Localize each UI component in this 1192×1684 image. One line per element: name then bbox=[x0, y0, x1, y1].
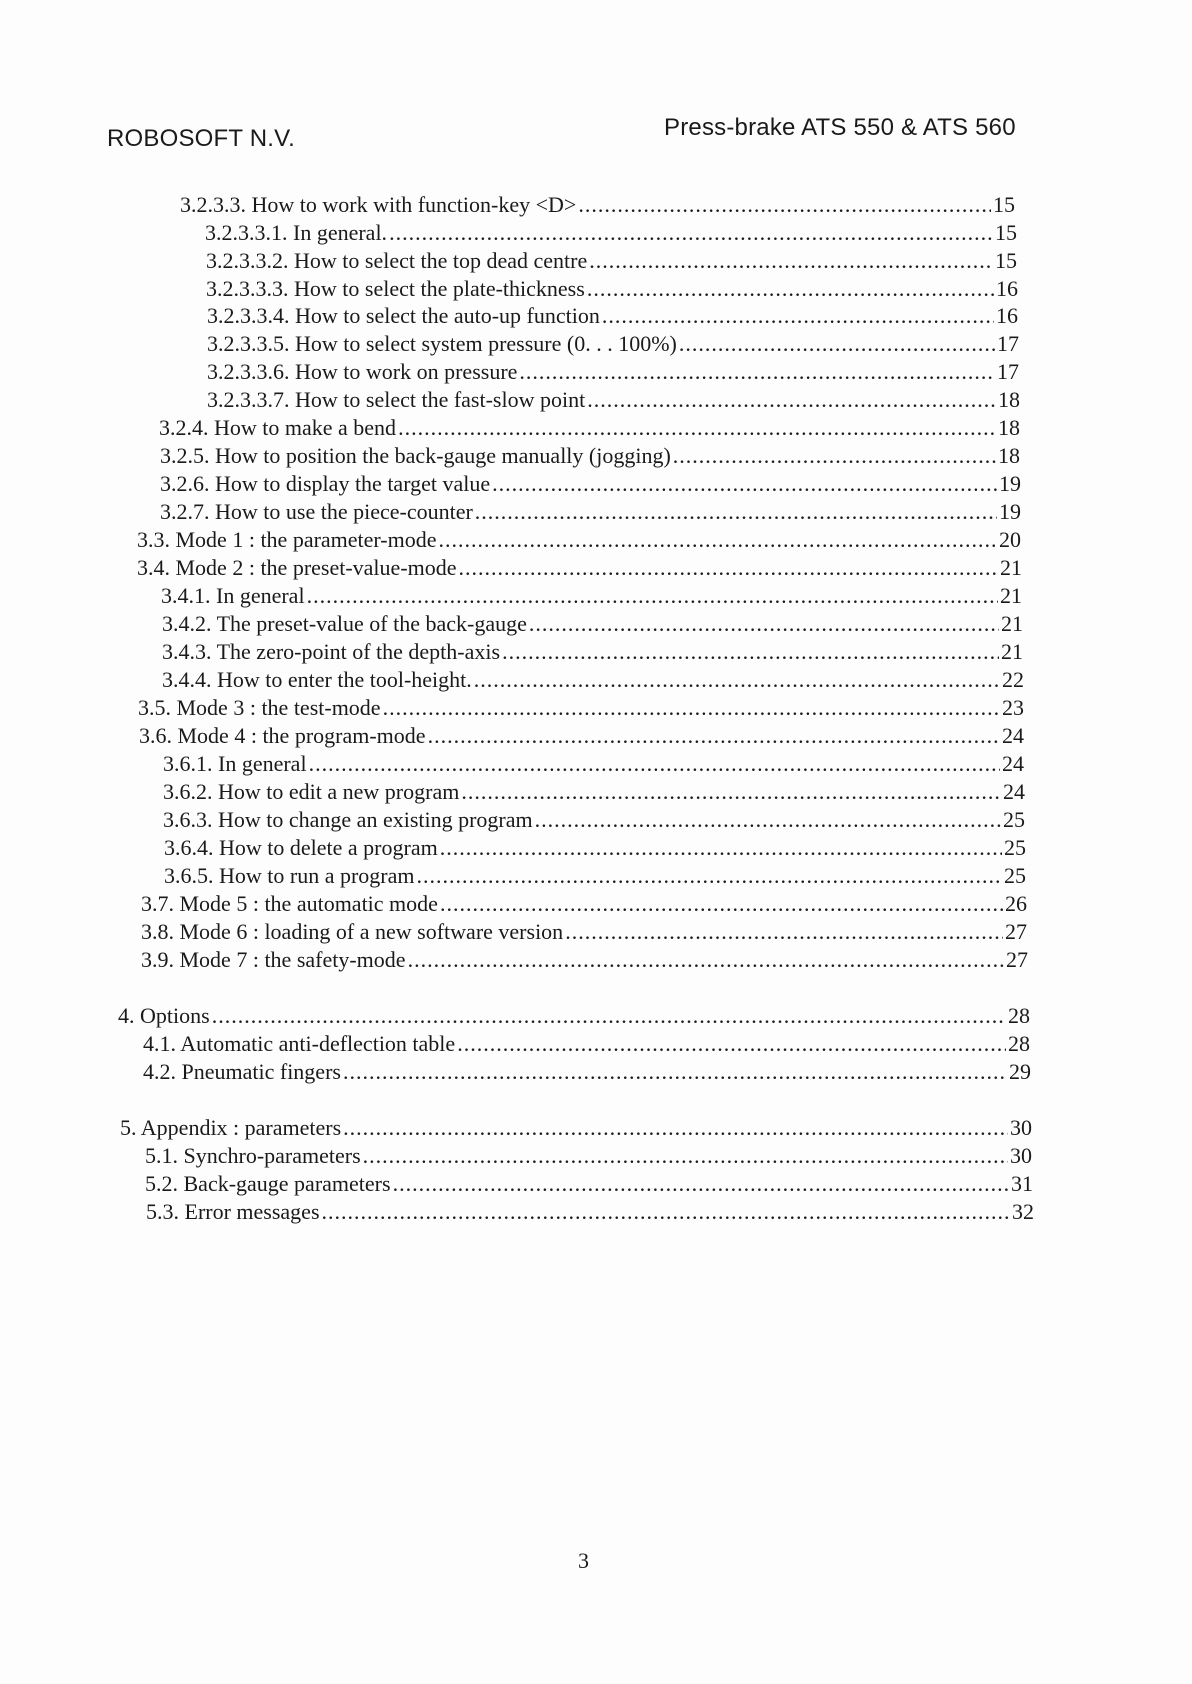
toc-entry-label: 3.4. Mode 2 : the preset-value-mode bbox=[137, 555, 457, 580]
toc-entry-page: 21 bbox=[1001, 611, 1023, 636]
toc-entry-label: 3.5. Mode 3 : the test-mode bbox=[138, 695, 381, 720]
toc-entry-page: 32 bbox=[1012, 1199, 1034, 1224]
toc-entry bbox=[141, 947, 1028, 975]
toc-entry-label: 3.4.1. In general bbox=[161, 583, 305, 608]
toc-entry-label: 3.9. Mode 7 : the safety-mode bbox=[141, 947, 406, 972]
toc-entry-page: 20 bbox=[999, 527, 1021, 552]
toc-entry-label: 3.4.4. How to enter the tool-height. bbox=[162, 667, 472, 692]
toc-entry-label: 3.2.3.3.5. How to select system pressure (0. . . 100%) bbox=[207, 331, 677, 356]
toc-entry-page: 17 bbox=[997, 331, 1019, 356]
toc-entry-label: 3.3. Mode 1 : the parameter-mode bbox=[137, 527, 437, 552]
toc-entry-label: 3.6. Mode 4 : the program-mode bbox=[139, 723, 426, 748]
toc-entry bbox=[162, 667, 1024, 695]
toc-entry bbox=[160, 471, 1021, 499]
toc-entry bbox=[205, 220, 1017, 248]
toc-entry-page: 31 bbox=[1011, 1171, 1033, 1196]
toc-entry bbox=[145, 1171, 1033, 1199]
toc-entry-label: 3.7. Mode 5 : the automatic mode bbox=[141, 891, 438, 916]
toc-entry bbox=[162, 639, 1023, 667]
toc-entry-label: 4. Options bbox=[118, 1003, 210, 1028]
toc-entry-page: 15 bbox=[995, 248, 1017, 273]
toc-entry-label: 3.6.4. How to delete a program bbox=[164, 835, 438, 860]
toc-entry-page: 24 bbox=[1002, 723, 1024, 748]
toc-entry bbox=[160, 443, 1020, 471]
toc-entry-label: 3.6.1. In general bbox=[163, 751, 307, 776]
toc-entry bbox=[207, 331, 1019, 359]
toc-entry-page: 22 bbox=[1002, 667, 1024, 692]
toc-entry-page: 16 bbox=[996, 303, 1018, 328]
toc-entry bbox=[207, 359, 1019, 387]
toc-entry-label: 3.2.7. How to use the piece-counter bbox=[160, 499, 473, 524]
toc-entry-label: 4.2. Pneumatic fingers bbox=[143, 1059, 341, 1084]
toc-entry bbox=[206, 248, 1017, 276]
toc-entry bbox=[141, 891, 1027, 919]
toc-entry-label: 3.6.2. How to edit a new program bbox=[163, 779, 460, 804]
toc-entry-page: 21 bbox=[1000, 555, 1022, 580]
toc-entry-label: 5. Appendix : parameters bbox=[120, 1115, 342, 1140]
company-name: ROBOSOFT N.V. bbox=[107, 125, 295, 152]
toc-entry-page: 18 bbox=[998, 415, 1020, 440]
toc-entry-page: 24 bbox=[1003, 779, 1025, 804]
toc-entry-page: 30 bbox=[1010, 1115, 1032, 1140]
toc-entry bbox=[162, 611, 1023, 639]
toc-entry-page: 18 bbox=[998, 387, 1020, 412]
toc-entry-label: 3.4.2. The preset-value of the back-gauge bbox=[162, 611, 527, 636]
toc-entry-page: 15 bbox=[995, 220, 1017, 245]
toc-entry-label: 3.2.3.3.7. How to select the fast-slow point bbox=[207, 387, 586, 412]
toc-entry-label: 5.3. Error messages bbox=[146, 1199, 320, 1224]
toc-entry-label: 3.2.3.3. How to work with function-key <D> bbox=[180, 192, 577, 217]
toc-entry-label: 3.2.3.3.2. How to select the top dead centre bbox=[206, 248, 588, 273]
toc-entry bbox=[143, 1059, 1031, 1087]
toc-entry-page: 25 bbox=[1003, 807, 1025, 832]
toc-entry-label: 4.1. Automatic anti-deflection table bbox=[143, 1031, 456, 1056]
toc-entry-label: 3.2.5. How to position the back-gauge manually (jogging) bbox=[160, 443, 671, 468]
toc-entry-label: 3.6.5. How to run a program bbox=[164, 863, 415, 888]
toc-entry-page: 28 bbox=[1008, 1031, 1030, 1056]
toc-entry bbox=[207, 303, 1018, 331]
toc-entry-page: 28 bbox=[1008, 1003, 1030, 1028]
toc-entry bbox=[164, 835, 1026, 863]
toc-entry-label: 3.8. Mode 6 : loading of a new software version bbox=[141, 919, 564, 944]
toc-entry bbox=[146, 1199, 1034, 1227]
toc-entry-label: 3.2.3.3.3. How to select the plate-thickness bbox=[206, 276, 585, 301]
toc-entry bbox=[141, 919, 1027, 947]
toc-entry-label: 5.1. Synchro-parameters bbox=[145, 1143, 361, 1168]
toc-entry-label: 3.6.3. How to change an existing program bbox=[163, 807, 533, 832]
toc-entry bbox=[139, 723, 1024, 751]
product-title: Press-brake ATS 550 & ATS 560 bbox=[664, 114, 1016, 141]
toc-entry-label: 3.4.3. The zero-point of the depth-axis bbox=[162, 639, 501, 664]
toc-entry bbox=[143, 1031, 1030, 1059]
toc-entry bbox=[120, 1115, 1032, 1143]
toc-entry bbox=[137, 555, 1022, 583]
toc-entry bbox=[206, 276, 1018, 304]
toc-entry bbox=[138, 695, 1024, 723]
toc-entry-page: 23 bbox=[1002, 695, 1024, 720]
toc-entry-label: 3.2.3.3.1. In general. bbox=[205, 220, 388, 245]
toc-entry-page: 19 bbox=[999, 499, 1021, 524]
toc-entry-page: 24 bbox=[1002, 751, 1024, 776]
toc-entry-page: 30 bbox=[1010, 1143, 1032, 1168]
toc-entry-page: 25 bbox=[1004, 863, 1026, 888]
toc-entry bbox=[161, 583, 1022, 611]
toc-entry-page: 19 bbox=[999, 471, 1021, 496]
toc-entry-label: 3.2.3.3.4. How to select the auto-up function bbox=[207, 303, 600, 328]
toc-entry bbox=[164, 863, 1026, 891]
toc-entry bbox=[163, 751, 1024, 779]
toc-entry bbox=[145, 1143, 1032, 1171]
toc-entry bbox=[180, 192, 1015, 220]
toc-entry bbox=[159, 415, 1020, 443]
toc-entry-page: 15 bbox=[993, 192, 1015, 217]
toc-entry-page: 16 bbox=[996, 276, 1018, 301]
toc-entry bbox=[163, 779, 1025, 807]
toc-entry-label: 3.2.3.3.6. How to work on pressure bbox=[207, 359, 518, 384]
toc-entry-page: 29 bbox=[1009, 1059, 1031, 1084]
toc-entry-page: 17 bbox=[997, 359, 1019, 384]
toc-entry-label: 5.2. Back-gauge parameters bbox=[145, 1171, 391, 1196]
toc-entry bbox=[163, 807, 1025, 835]
toc-entry bbox=[160, 499, 1021, 527]
toc-entry-page: 27 bbox=[1005, 919, 1027, 944]
toc-entry-page: 21 bbox=[1001, 639, 1023, 664]
page-number: 3 bbox=[578, 1548, 589, 1573]
toc-entry-label: 3.2.4. How to make a bend bbox=[159, 415, 397, 440]
toc-entry bbox=[137, 527, 1021, 555]
toc-entry-page: 18 bbox=[998, 443, 1020, 468]
toc-entry-page: 21 bbox=[1000, 583, 1022, 608]
toc-entry-label: 3.2.6. How to display the target value bbox=[160, 471, 491, 496]
toc-entry-page: 27 bbox=[1006, 947, 1028, 972]
toc-entry bbox=[207, 387, 1020, 415]
toc-entry bbox=[118, 1003, 1030, 1031]
toc-entry-page: 25 bbox=[1004, 835, 1026, 860]
toc-entry-page: 26 bbox=[1005, 891, 1027, 916]
